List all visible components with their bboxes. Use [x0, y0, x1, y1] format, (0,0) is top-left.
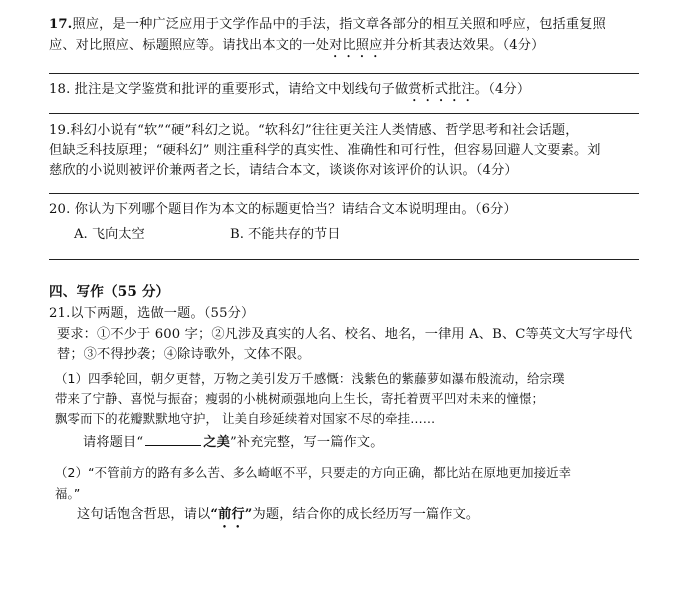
prompt1-task-bold: 之美	[203, 435, 230, 450]
answer-line-18	[49, 113, 639, 114]
q19-line-2: 但缺乏科技原理；“硬科幻” 则注重科学的真实性、准确性和可行性，但容易回避人文要素。刘	[49, 143, 601, 158]
prompt1-line-1: （1）四季轮回，朝夕更替，万物之美引发万千感慨：浅紫色的紫藤萝如瀑布般流动，给宗璞	[55, 371, 565, 386]
prompt1-line-3: 飘零而下的花瓣默默地守护， 让美自珍延续着对国家不尽的牵挂……	[55, 411, 436, 426]
section-title-writing: 四、写作（55 分）	[49, 284, 170, 300]
q20-line: 20. 你认为下列哪个题目作为本文的标题更恰当？请结合文本说明理由。（6分）	[49, 202, 517, 217]
prompt2-task-title: “前行”	[210, 507, 253, 522]
q17-line-1	[49, 15, 639, 35]
prompt2-line-1: （2）“不管前方的路有多么苦、多么崎岖不平，只要走的方向正确，都比站在原地更加接近幸	[55, 465, 572, 480]
q18-emphasis: 赏析式批注	[408, 82, 475, 97]
title-blank	[145, 433, 201, 446]
q17-emphasis: 对比照应	[329, 38, 383, 53]
q19-line-1: 19.科幻小说有“软”“硬”科幻之说。“软科幻”往往更关注人类情感、哲学思考和社会话题，	[49, 123, 579, 138]
answer-line-19	[49, 193, 639, 194]
q17-text-2-pre: 应、对比照应、标题照应等。请找出本文的一处	[49, 38, 330, 53]
q17-text-2-post: 并分析其表达效果。（4分）	[382, 38, 545, 53]
prompt2-task-pre: 这句话饱含哲思，请以	[77, 507, 211, 522]
q18-text-post: 。（4分）	[474, 82, 531, 97]
q17-number: 17.	[49, 17, 73, 32]
q17-text-1: 照应，是一种广泛应用于文学作品中的手法，指文章各部分的相互关照和呼应，包括重复照	[72, 17, 606, 32]
prompt1-line-2: 带来了宁静、喜悦与振奋；瘦弱的小桃树顽强地向上生长，寄托着贾平凹对未来的憧憬；	[55, 391, 545, 406]
prompt2-task	[77, 505, 667, 531]
q19-line-3: 慈欣的小说则被评价兼两者之长，请结合本文，谈谈你对该评价的认识。（4分）	[49, 163, 518, 178]
answer-line-20	[49, 259, 639, 260]
q21-intro: 21.以下两题，选做一题。（55分）	[49, 306, 255, 321]
prompt2-task-post: 为题，结合你的成长经历写一篇作文。	[252, 507, 480, 522]
prompt1-task-pre: 请将题目“	[83, 435, 144, 450]
q20-option-b: B. 不能共存的节日	[230, 227, 341, 242]
q18-text-pre: 18. 批注是文学鉴赏和批评的重要形式，请给文中划线句子做	[49, 82, 409, 97]
q17-line-2	[49, 36, 639, 61]
q21-requirement-2: 替；③不得抄袭；④除诗歌外，文体不限。	[57, 347, 311, 362]
q20-option-a: A. 飞向太空	[74, 227, 145, 242]
prompt2-line-2: 福。”	[55, 486, 81, 501]
prompt1-task-post: ”补充完整，写一篇作文。	[229, 435, 384, 450]
prompt1-task	[83, 433, 673, 453]
q18-line	[49, 80, 639, 105]
q21-requirement-1: 要求：①不少于 600 字；②凡涉及真实的人名、校名、地名，一律用 A、B、C等英文大写字母代	[57, 327, 633, 342]
answer-line-17	[49, 73, 639, 74]
